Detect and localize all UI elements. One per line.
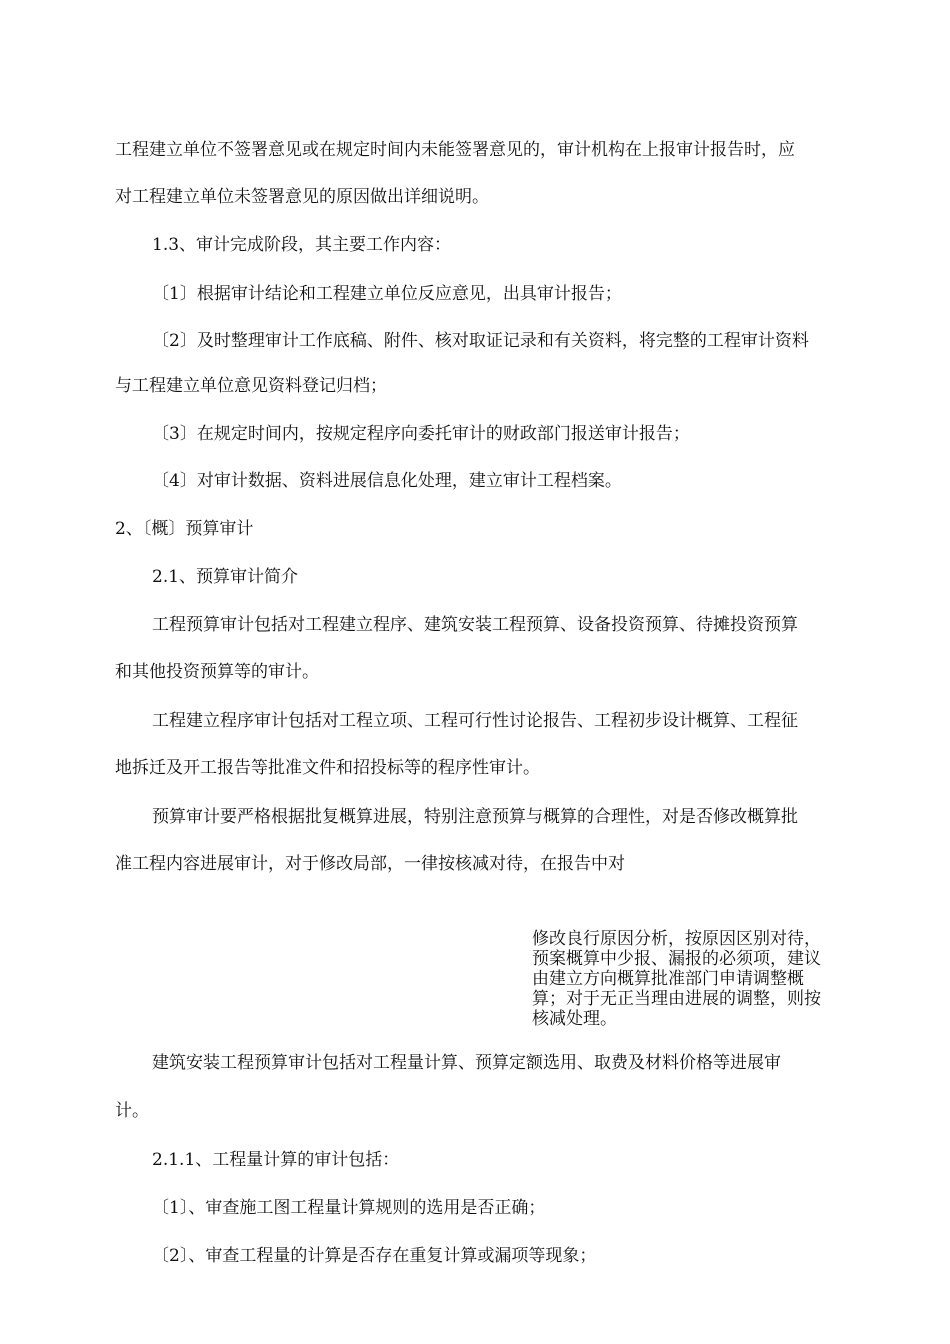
note-line: 由建立方向概算批准部门申请调整概: [532, 969, 804, 989]
note-line: 核减处理。: [532, 1009, 617, 1029]
list-item-1: 〔1〕根据审计结论和工程建立单位反应意见，出具审计报告；: [152, 284, 622, 304]
section-heading-2-1: 2.1、预算审计简介: [152, 567, 299, 587]
paragraph-line: 工程建立单位不签署意见或在规定时间内未能签署意见的，审计机构在上报审计报告时，应: [115, 140, 795, 160]
paragraph-line: 计。: [115, 1101, 149, 1121]
paragraph-line: 预算审计要严格根据批复概算进展，特别注意预算与概算的合理性，对是否修改概算批: [152, 807, 798, 827]
paragraph-line: 建筑安装工程预算审计包括对工程量计算、预算定额选用、取费及材料价格等进展审: [152, 1053, 781, 1073]
paragraph-line: 对工程建立单位未签署意见的原因做出详细说明。: [115, 187, 489, 207]
paragraph-line: 地拆迁及开工报告等批准文件和招投标等的程序性审计。: [115, 758, 540, 778]
paragraph-line: 与工程建立单位意见资料登记归档；: [115, 376, 387, 396]
note-line: 预案概算中少报、漏报的必须项，建议: [532, 949, 821, 969]
paragraph-line: 工程预算审计包括对工程建立程序、建筑安装工程预算、设备投资预算、待摊投资预算: [152, 615, 798, 635]
section-heading-1-3: 1.3、审计完成阶段，其主要工作内容：: [152, 235, 452, 255]
list-item-1: 〔1〕、审查施工图工程量计算规则的选用是否正确；: [152, 1198, 546, 1218]
note-line: 修改良行原因分析，按原因区别对待，: [532, 929, 821, 949]
list-item-3: 〔3〕在规定时间内，按规定程序向委托审计的财政部门报送审计报告；: [152, 424, 690, 444]
list-item-2: 〔2〕及时整理审计工作底稿、附件、核对取证记录和有关资料，将完整的工程审计资料: [152, 331, 809, 351]
list-item-4: 〔4〕对审计数据、资料进展信息化处理，建立审计工程档案。: [152, 471, 622, 491]
side-note-block: [532, 929, 850, 1029]
note-line: 算；对于无正当理由进展的调整，则按: [532, 989, 821, 1009]
section-heading-2-1-1: 2.1.1、工程量计算的审计包括：: [152, 1150, 400, 1170]
section-heading-2: 2、〔概〕预算审计: [115, 519, 254, 539]
paragraph-line: 准工程内容进展审计，对于修改局部，一律按核减对待，在报告中对: [115, 854, 625, 874]
paragraph-line: 和其他投资预算等的审计。: [115, 662, 319, 682]
list-item-2: 〔2〕、审查工程量的计算是否存在重复计算或漏项等现象；: [152, 1246, 597, 1266]
paragraph-line: 工程建立程序审计包括对工程立项、工程可行性讨论报告、工程初步设计概算、工程征: [152, 711, 798, 731]
